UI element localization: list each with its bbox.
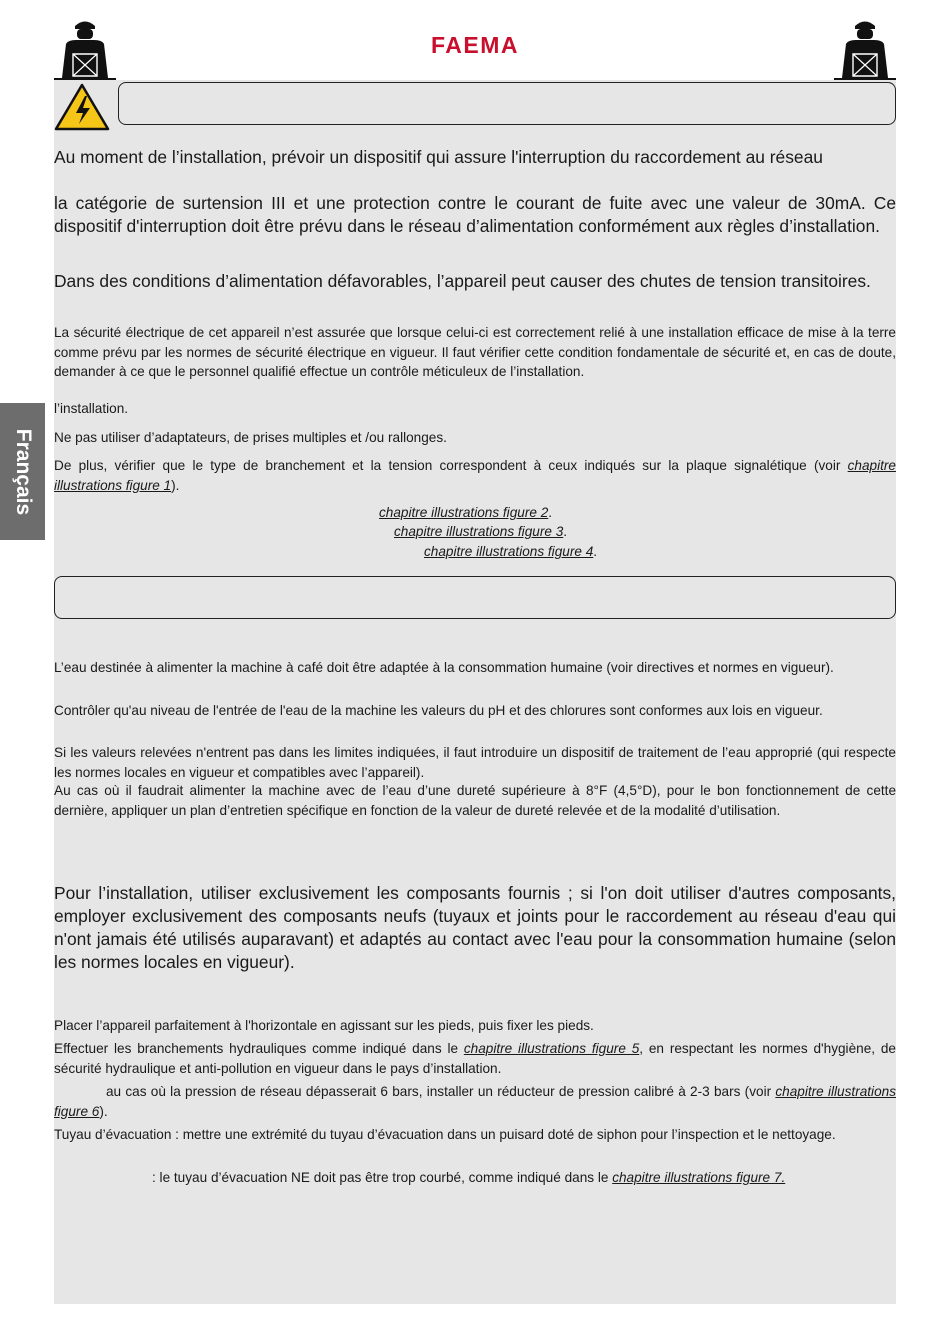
section-title-water <box>54 576 896 619</box>
water-paragraph-8 <box>54 1082 896 1121</box>
water-paragraph-3: Si les valeurs relevées n'entrent pas dans les limites indiquées, il faut introduire un dispositif de traitement de l’eau approprié (qui respecte les normes locales en vigueur et compatibles avec l’appareil). <box>54 745 896 780</box>
electric-hazard-icon <box>54 82 110 132</box>
water-paragraph-1: L’eau destinée à alimenter la machine à café doit être adaptée à la consommation humaine (voir directives et normes en vigueur). <box>54 660 834 675</box>
figure-1-link[interactable]: chapitre illustrations figure 1 <box>54 458 896 493</box>
paragraph-text: au cas où la pression de réseau dépasserait 6 bars, installer un réducteur de pression calibré à 2-3 bars (voir <box>106 1084 776 1099</box>
section-title-electrical <box>118 82 896 125</box>
figure-4-link[interactable]: chapitre illustrations figure 4 <box>424 544 594 559</box>
electrical-paragraph-6: Ne pas utiliser d’adaptateurs, de prises multiples et /ou rallonges. <box>54 430 447 445</box>
period: . <box>563 524 568 539</box>
water-paragraph-6: Placer l’appareil parfaitement à l'horizontale en agissant sur les pieds, puis fixer les pieds. <box>54 1018 594 1033</box>
figure-6-link[interactable]: chapitre illustrations figure 6 <box>54 1084 896 1119</box>
figure-7-link[interactable]: chapitre illustrations figure 7. <box>612 1170 786 1185</box>
electrical-paragraph-1: Au moment de l’installation, prévoir un dispositif qui assure l'interruption du raccordement au réseau <box>54 147 823 167</box>
language-tab <box>0 403 45 540</box>
figure-5-link[interactable]: chapitre illustrations figure 5 <box>463 1041 640 1056</box>
figure-4-reference <box>424 542 894 562</box>
paragraph-text: Effectuer les branchements hydrauliques comme indiqué dans le <box>54 1041 464 1056</box>
water-paragraph-9: Tuyau d’évacuation : mettre une extrémité du tuyau d’évacuation dans un puisard doté de siphon pour l’inspection et le nettoyage. <box>54 1127 836 1142</box>
water-paragraph-4: Au cas où il faudrait alimenter la machine avec de l’eau d’une dureté supérieure à 8°F (4,5°D), pour le bon fonctionnement de cette dernière, appliquer un plan d’entretien spécifique en fonction de la valeur de dureté relevée et de la modalité d’utilisation. <box>54 783 896 818</box>
electrical-paragraph-7 <box>54 456 896 495</box>
paragraph-text: , en respectant les normes d'hygiène, de sécurité hydraulique et anti-pollution en vigueur dans le pays d’installation. <box>54 1041 896 1076</box>
water-paragraph-10 <box>152 1168 896 1188</box>
technician-icon <box>54 18 116 80</box>
figure-3-reference <box>394 522 894 542</box>
paragraph-text: De plus, vérifier que le type de branchement et la tension correspondent à ceux indiqués sur la plaque signalétique (voir <box>54 458 848 473</box>
paragraph-text: : le tuyau d’évacuation NE doit pas être trop courbé, comme indiqué dans le <box>152 1170 613 1185</box>
water-paragraph-7 <box>54 1039 896 1078</box>
figure-2-reference <box>379 503 899 523</box>
technician-icon <box>834 18 896 80</box>
electrical-paragraph-2: la catégorie de surtension III et une protection contre le courant de fuite avec une valeur de 30mA. Ce dispositif d'interruption doit être prévu dans le réseau d’alimentation conformément aux règles d’installation. <box>54 193 896 236</box>
water-paragraph-5: Pour l’installation, utiliser exclusivement les composants fournis ; si l'on doit utiliser d'autres composants, employer exclusivement des composants neufs (tuyaux et joints pour le raccordement au réseau d'eau qui n'ont jamais été utilisés auparavant) et adaptés au contact avec l'eau pour la consommation humaine (selon les normes locales en vigueur). <box>54 883 896 972</box>
figure-2-link[interactable]: chapitre illustrations figure 2 <box>379 505 549 520</box>
brand-text: FAEMA <box>431 34 519 56</box>
paragraph-text: ). <box>99 1103 108 1119</box>
faema-logo <box>400 34 550 56</box>
electrical-paragraph-4: La sécurité électrique de cet appareil n’est assurée que lorsque celui-ci est correctement relié à une installation efficace de mise à la terre comme prévu par les normes de sécurité électrique en vigueur. Il faut vérifier cette condition fondamentale de sécurité et, en cas de doute, demander à ce que le personnel qualifié effectue un contrôle méticuleux de l’installation. <box>54 325 896 379</box>
water-paragraph-2: Contrôler qu'au niveau de l'entrée de l'eau de la machine les valeurs du pH et des chlorures sont conformes aux lois en vigueur. <box>54 703 823 718</box>
period: . <box>593 544 598 559</box>
electrical-paragraph-5: l’installation. <box>54 401 129 416</box>
electrical-paragraph-3: Dans des conditions d’alimentation défavorables, l’appareil peut causer des chutes de tension transitoires. <box>54 271 871 291</box>
language-tab-label: Français <box>11 428 35 515</box>
period: . <box>548 505 553 520</box>
paragraph-text: ). <box>171 477 180 493</box>
figure-3-link[interactable]: chapitre illustrations figure 3 <box>394 524 564 539</box>
